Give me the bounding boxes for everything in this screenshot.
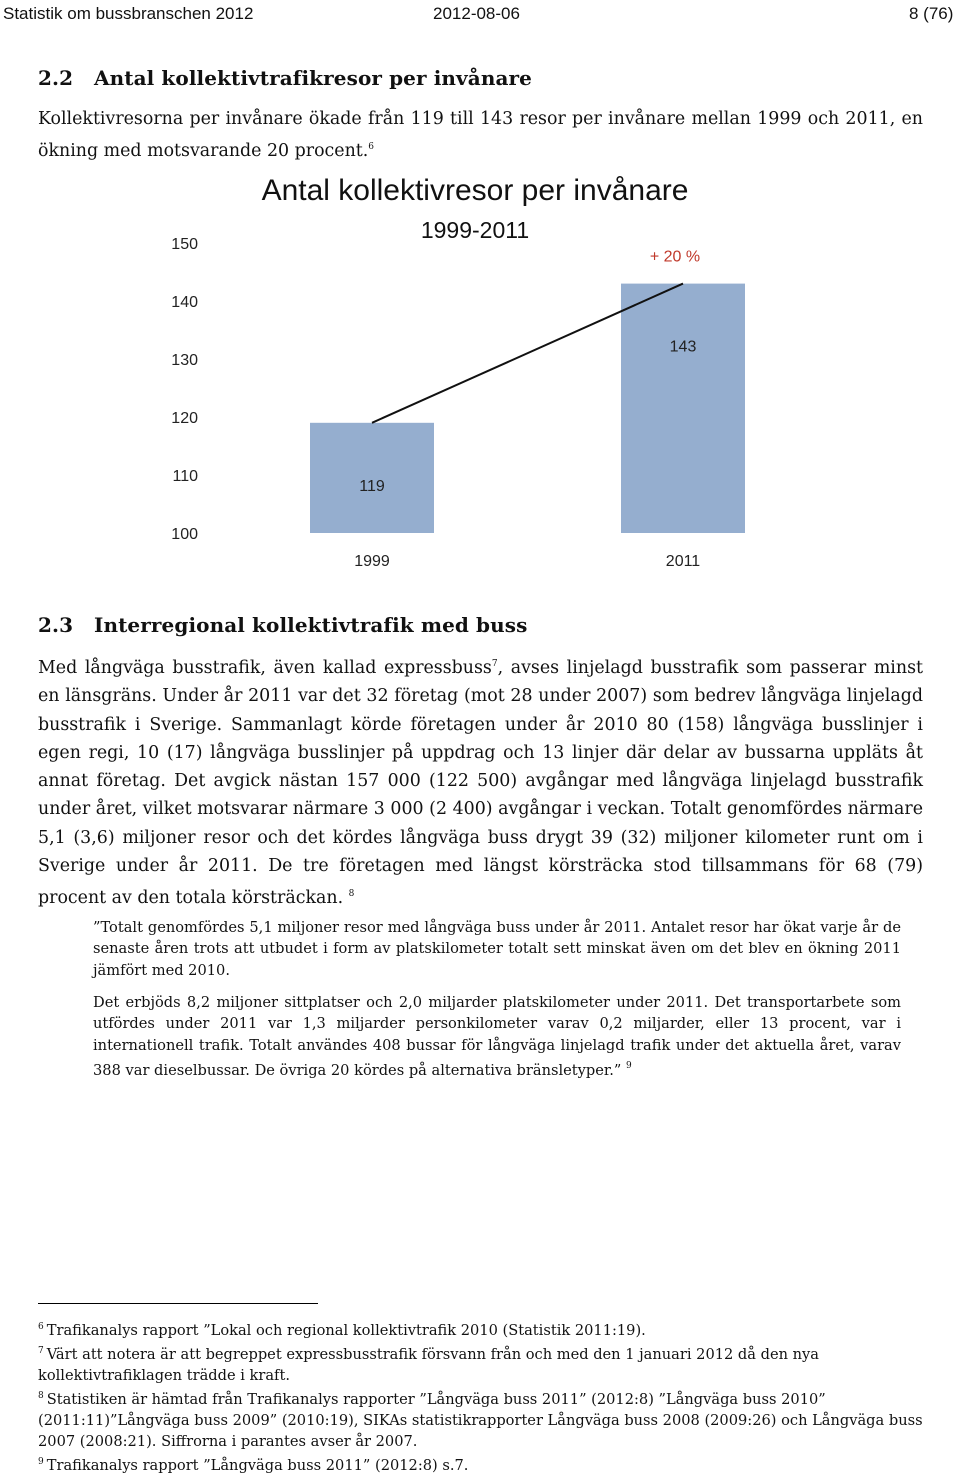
data-label-1999: 119: [359, 477, 385, 495]
footnote-text: Trafikanalys rapport ”Lokal och regional kollektivtrafik 2010 (Statistik 2011:19).: [46, 1322, 646, 1339]
y-tick-label: 130: [171, 352, 198, 369]
header-date: 2012-08-06: [433, 4, 520, 23]
header-page-number: 8 (76): [909, 4, 954, 23]
footnote-7: [38, 1341, 923, 1386]
y-tick-label: 140: [171, 294, 198, 311]
paragraph-text: Kollektivresorna per invånare ökade från 119 till 143 resor per invånare mellan 1999 och 2011, en ökning med motsvarande 20 procent.: [38, 109, 923, 162]
bar-chart: [150, 165, 770, 580]
y-tick-label: 120: [171, 410, 198, 427]
footnote-text: Trafikanalys rapport ”Långväga buss 2011” (2012:8) s.7.: [46, 1457, 469, 1474]
x-tick-label-2011: 2011: [665, 553, 701, 570]
page-header: [0, 4, 960, 26]
footnote-number: 8: [38, 1391, 44, 1401]
section-2-2-paragraph: [38, 105, 923, 166]
chart-svg: [150, 165, 770, 580]
section-title: Interregional kollektivtrafik med buss: [94, 613, 528, 637]
section-number: 2.2: [38, 66, 74, 90]
y-tick-label: 100: [171, 526, 198, 543]
paragraph-text-a: Med långväga busstrafik, även kallad expressbuss: [38, 658, 492, 678]
data-label-2011: 143: [669, 338, 697, 356]
footnote-number: 7: [38, 1346, 44, 1356]
section-2-2-heading: [38, 66, 532, 90]
footnote-ref-7[interactable]: 7: [491, 659, 498, 669]
chart-subtitle: 1999-2011: [420, 217, 530, 243]
section-title: Antal kollektivtrafikresor per invånare: [94, 66, 532, 90]
quote-paragraph-2: [93, 992, 901, 1081]
footnote-6: [38, 1317, 923, 1341]
paragraph-text-b: , avses linjelagd busstrafik som passerar minst en länsgräns. Under år 2011 var det 32 företag (mot 28 under 2007) som bedrev långväga linjelagd busstrafik i Sverige. Sammanlagt körde företagen under år 2010 80 (158) långväga busslinjer i egen regi, 10 (17) långväga busslinjer på uppdrag och 13 linjer där delar av bussarna uppläts åt annat företag. Det avgick nästan 157 000 (122 500) avgångar med långväga linjelagd busstrafik under året, vilket motsvarar närmare 3 000 (2 400) avgångar i veckan. Totalt genomfördes närmare 5,1 (3,6) miljoner resor och det kördes långväga buss drygt 39 (32) miljoner kilometer runt om i Sverige under år 2011. De tre företagen med längst körsträcka stod tillsammans för 68 (79) procent av den totala körsträckan.: [38, 658, 923, 909]
x-tick-label-1999: 1999: [354, 553, 390, 570]
footnote-number: 6: [38, 1322, 44, 1332]
section-2-3-heading: [38, 613, 528, 637]
bar-2011: [621, 284, 745, 533]
annotation-label: + 20 %: [649, 248, 701, 266]
chart-title: Antal kollektivresor per invånare: [261, 174, 689, 207]
quote-text: Det erbjöds 8,2 miljoner sittplatser och 2,0 miljarder platskilometer under 2011. Det transportarbete som utfördes under 2011 var 1,3 miljarder personkilometer varav 0,2 miljarder, eller 13 procent, var i internationell trafik. Totalt användes 408 bussar för långväga linjelagd trafik under det aktuella året, varav 388 var dieselbussar. De övriga 20 kördes på alternativa bränsletyper.”: [93, 994, 901, 1079]
footnote-divider: [38, 1303, 318, 1304]
footnote-8: [38, 1386, 923, 1452]
footnote-ref-9[interactable]: 9: [625, 1060, 632, 1071]
footnote-text: Värt att notera är att begreppet expressbusstrafik försvann från och med den 1 januari 2012 då den nya kollektivtrafiklagen trädde i kraft.: [38, 1346, 819, 1384]
footnote-text: Statistiken är hämtad från Trafikanalys rapporter ”Långväga buss 2011” (2012:8) ”Långväga buss 2010” (2011:11)”Långväga buss 2009” (2010:19), SIKAs statistikrapporter Långväga buss 2008 (2009:26) och Långväga buss 2007 (2008:21). Siffrorna i parantes avser år 2007.: [38, 1391, 923, 1450]
footnotes: [38, 1317, 923, 1476]
section-number: 2.3: [38, 613, 74, 637]
footnote-ref-6[interactable]: 6: [368, 142, 375, 153]
footnote-number: 9: [38, 1457, 44, 1467]
y-tick-label: 150: [171, 236, 198, 253]
section-2-3-paragraph: [38, 650, 923, 913]
quote-paragraph-1: ”Totalt genomfördes 5,1 miljoner resor med långväga buss under år 2011. Antalet resor har ökat varje år de senaste åren trots att utbudet i form av platskilometer totalt sett minskat även om det blev en ökning 2011 jämfört med 2010.: [93, 919, 901, 979]
footnote-ref-8[interactable]: 8: [348, 889, 355, 900]
footnote-9: [38, 1452, 923, 1476]
header-report-title: Statistik om bussbranschen 2012: [3, 4, 254, 23]
y-tick-label: 110: [172, 468, 198, 485]
